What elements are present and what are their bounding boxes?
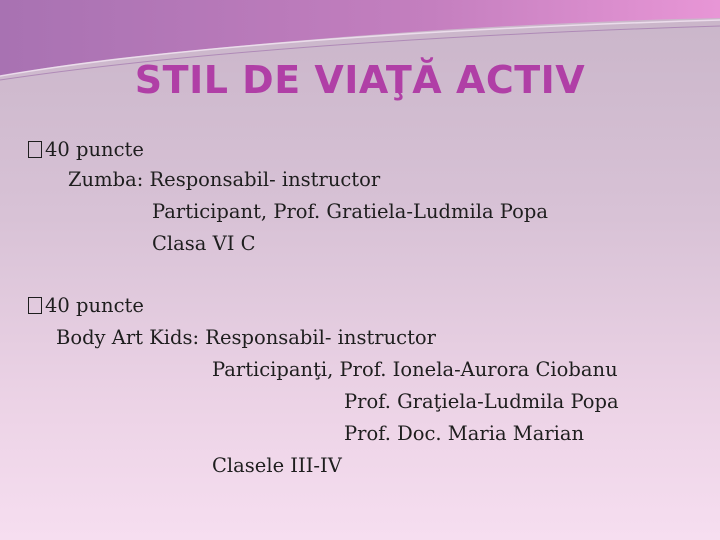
participant-line: Participant, Prof. Gratiela-Ludmila Popa	[152, 200, 548, 223]
points-label: 40 puncte	[45, 138, 144, 161]
class-line: Clasele III-IV	[212, 454, 342, 477]
class-line: Clasa VI C	[152, 232, 256, 255]
slide-title: STIL DE VIAŢĂ ACTIV	[134, 58, 586, 102]
list-item-points	[28, 138, 144, 161]
bullet-icon	[28, 297, 42, 314]
activity-line: Body Art Kids: Responsabil- instructor	[56, 326, 436, 349]
participant-line: Participanţi, Prof. Ionela-Aurora Ciobanu	[212, 358, 618, 381]
participant-line: Prof. Graţiela-Ludmila Popa	[344, 390, 619, 413]
list-item-points	[28, 294, 144, 317]
points-label: 40 puncte	[45, 294, 144, 317]
activity-line: Zumba: Responsabil- instructor	[68, 168, 381, 191]
bullet-icon	[28, 141, 42, 158]
participant-line: Prof. Doc. Maria Marian	[344, 422, 585, 445]
